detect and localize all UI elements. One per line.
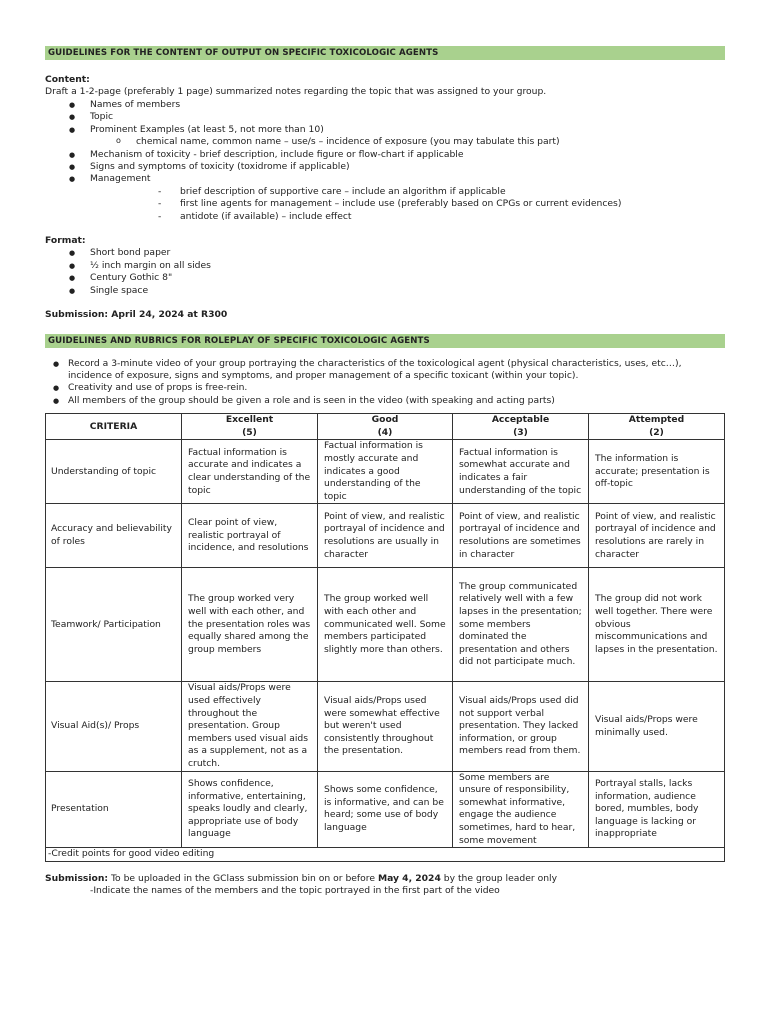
header-excellent: Excellent (5): [182, 414, 318, 440]
table-cell: Shows some confidence, is informative, and can be heard; some use of body language: [318, 771, 453, 848]
content-list-2: [45, 149, 725, 186]
table-cell: Factual information is mostly accurate and indicates a good understanding of the topic: [318, 440, 453, 504]
table-cell: Portrayal stalls, lacks information, audience bored, mumbles, body language is lacking or inappropriate: [589, 771, 725, 848]
table-cell: Point of view, and realistic portrayal of incidence and resolutions are sometimes in character: [453, 504, 589, 568]
table-cell: The group communicated relatively well with a few lapses in the presentation; some members dominated the presentation and others did not participate much.: [453, 568, 589, 682]
list-item: ● Signs and symptoms of toxicity (toxidrome if applicable): [45, 161, 725, 173]
list-item: ● Mechanism of toxicity - brief description, include figure or flow-chart if applicable: [45, 149, 725, 161]
list-item: ● Single space: [45, 285, 725, 297]
list-item: ● Creativity and use of props is free-rein.: [45, 382, 725, 394]
credit-note: -Credit points for good video editing: [46, 848, 725, 862]
list-item: ● ½ inch margin on all sides: [45, 260, 725, 272]
list-item: ● All members of the group should be given a role and is seen in the video (with speaking and acting parts): [45, 395, 725, 407]
table-cell: The information is accurate; presentation is off-topic: [589, 440, 725, 504]
table-row: [46, 504, 725, 568]
table-row: [46, 682, 725, 771]
list-item: ● Century Gothic 8": [45, 272, 725, 284]
header-acceptable: Acceptable (3): [453, 414, 589, 440]
content-label: Content:: [45, 74, 90, 85]
table-row: [46, 568, 725, 682]
criteria-cell: Teamwork/ Participation: [46, 568, 182, 682]
header-criteria: CRITERIA: [46, 414, 182, 440]
list-item: o chemical name, common name – use/s – incidence of exposure (you may tabulate this part): [45, 136, 725, 148]
list-item: ● Topic: [45, 111, 725, 123]
credit-row: [46, 848, 725, 862]
submission-date: May 4, 2024: [377, 872, 441, 884]
table-cell: The group worked very well with each other, and the presentation roles was equally shared among the group members: [182, 568, 318, 682]
list-item: ● Names of members: [45, 99, 725, 111]
table-cell: Clear point of view, realistic portrayal of incidence, and resolutions: [182, 504, 318, 568]
list-item: - first line agents for management – include use (preferably based on CPGs or current evidences): [45, 198, 725, 210]
header-good: Good (4): [318, 414, 453, 440]
table-cell: Factual information is somewhat accurate and indicates a fair understanding of the topic: [453, 440, 589, 504]
table-cell: Shows confidence, informative, entertaining, speaks loudly and clearly, appropriate use of body language: [182, 771, 318, 848]
table-cell: Visual aids/Props were used effectively throughout the presentation. Group members used visual aids as a supplement, not as a crutch.: [182, 682, 318, 771]
submission-text: To be uploaded in the GClass submission bin on or before: [108, 872, 378, 884]
table-cell: The group did not work well together. There were obvious miscommunications and lapses in the presentation.: [589, 568, 725, 682]
list-item: ● Short bond paper: [45, 247, 725, 259]
table-cell: The group worked well with each other and communicated well. Some members participated slightly more than others.: [318, 568, 453, 682]
format-list: [45, 247, 725, 297]
criteria-cell: Understanding of topic: [46, 440, 182, 504]
list-item: ● Prominent Examples (at least 5, not more than 10): [45, 124, 725, 136]
submission-text-end: by the group leader only: [440, 872, 558, 884]
list-item: ● Management: [45, 173, 725, 185]
table-cell: Visual aids/Props were minimally used.: [589, 682, 725, 771]
section-header-content: GUIDELINES FOR THE CONTENT OF OUTPUT ON SPECIFIC TOXICOLOGIC AGENTS: [45, 46, 725, 60]
content-intro: Draft a 1-2-page (preferably 1 page) summarized notes regarding the topic that was assigned to your group.: [45, 86, 547, 98]
list-item: - antidote (if available) – include effect: [45, 211, 725, 223]
table-cell: Point of view, and realistic portrayal of incidence and resolutions are rarely in character: [589, 504, 725, 568]
criteria-cell: Accuracy and believability of roles: [46, 504, 182, 568]
submission-deadline: Submission: April 24, 2024 at R300: [45, 309, 228, 321]
list-item: - brief description of supportive care – include an algorithm if applicable: [45, 186, 725, 198]
criteria-cell: Visual Aid(s)/ Props: [46, 682, 182, 771]
document-page: [45, 46, 725, 898]
submission-label: Submission:: [45, 872, 109, 884]
table-cell: Visual aids/Props used were somewhat effective but weren't used consistently throughout the presentation.: [318, 682, 453, 771]
table-header-row: [46, 414, 725, 440]
content-list: [45, 99, 725, 136]
rubric-table: [45, 413, 725, 862]
section-header-roleplay: GUIDELINES AND RUBRICS FOR ROLEPLAY OF SPECIFIC TOXICOLOGIC AGENTS: [45, 334, 725, 348]
management-list: [45, 186, 725, 223]
list-item: ● Record a 3-minute video of your group portraying the characteristics of the toxicological agent (physical characteristics, uses, etc…), incidence of exposure, signs and symptoms, and proper management of a specific toxicant (within your topic).: [45, 358, 725, 383]
video-submission: [45, 873, 725, 885]
table-cell: Some members are unsure of responsibility, somewhat informative, engage the audience sometimes, hard to hear, some movement: [453, 771, 589, 848]
table-row: [46, 771, 725, 848]
format-label: Format:: [45, 235, 86, 247]
submission-note: -Indicate the names of the members and the topic portrayed in the first part of the video: [90, 885, 500, 897]
table-row: [46, 440, 725, 504]
table-cell: Point of view, and realistic portrayal of incidence and resolutions are usually in character: [318, 504, 453, 568]
criteria-cell: Presentation: [46, 771, 182, 848]
table-cell: Factual information is accurate and indicates a clear understanding of the topic: [182, 440, 318, 504]
roleplay-list: [45, 358, 725, 408]
table-cell: Visual aids/Props used did not support verbal presentation. They lacked information, or group members read from them.: [453, 682, 589, 771]
header-attempted: Attempted (2): [589, 414, 725, 440]
sub-list: [45, 136, 725, 148]
